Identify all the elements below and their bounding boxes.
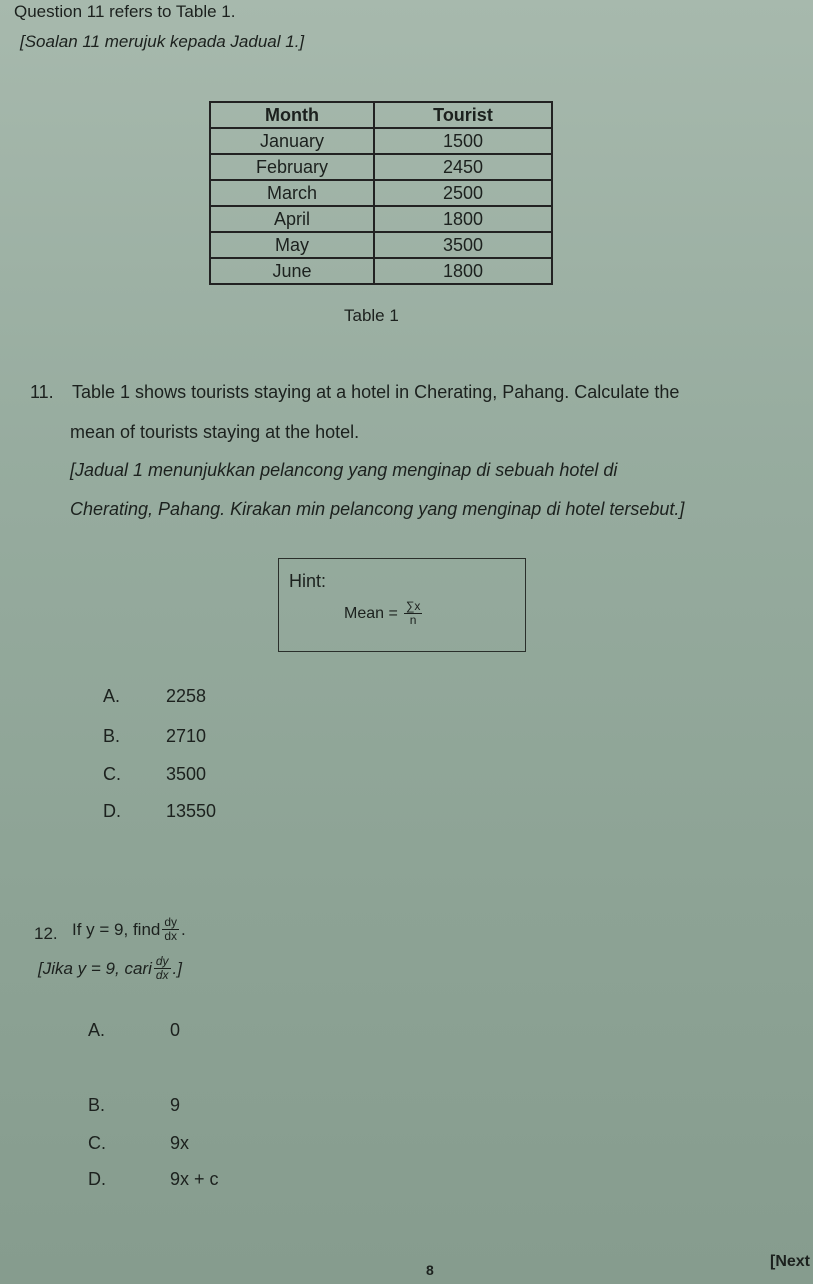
cell-month: February bbox=[210, 154, 374, 180]
q12-denominator: dx bbox=[164, 929, 178, 943]
cell-tourist: 1800 bbox=[374, 258, 552, 284]
q12-option-d-letter: D. bbox=[88, 1169, 106, 1189]
hint-title: Hint: bbox=[289, 571, 327, 591]
question-12-number: 12. bbox=[34, 924, 58, 943]
q11-option-a-letter: A. bbox=[103, 686, 121, 706]
question-11-text-line1: Table 1 shows tourists staying at a hotel in Cherating, Pahang. Calculate the bbox=[72, 382, 680, 402]
q12-ms-fraction bbox=[154, 955, 171, 982]
q12-ms-denominator: dx bbox=[155, 968, 169, 982]
table-row bbox=[210, 128, 552, 154]
hint-mean-label: Mean = bbox=[344, 604, 398, 622]
q11-option-a-value: 2258 bbox=[166, 686, 207, 706]
table-row bbox=[210, 206, 552, 232]
q11-option-d-value: 13550 bbox=[166, 801, 217, 821]
q12-option-c-letter: C. bbox=[88, 1133, 106, 1153]
table-row bbox=[210, 232, 552, 258]
question-11-malay-line1: [Jadual 1 menunjukkan pelancong yang menginap di sebuah hotel di bbox=[70, 460, 618, 480]
table-row bbox=[210, 180, 552, 206]
q12-ms-prefix: [Jika y = 9, cari bbox=[38, 958, 152, 978]
cell-tourist: 1800 bbox=[374, 206, 552, 232]
question-11-number: 11. bbox=[30, 382, 54, 402]
q12-ms-suffix: .] bbox=[172, 958, 182, 978]
question-11-malay-line2: Cherating, Pahang. Kirakan min pelancong yang menginap di hotel tersebut.] bbox=[70, 499, 685, 519]
cell-month: March bbox=[210, 180, 374, 206]
table-row bbox=[210, 258, 552, 284]
cell-tourist: 2500 bbox=[374, 180, 552, 206]
q12-option-c-value: 9x bbox=[170, 1133, 190, 1153]
cell-tourist: 1500 bbox=[374, 128, 552, 154]
q11-option-b-value: 2710 bbox=[166, 726, 207, 746]
column-header-tourist: Tourist bbox=[374, 102, 552, 128]
q11-option-c-letter: C. bbox=[103, 764, 121, 784]
next-page-label: [Next bbox=[770, 1253, 811, 1270]
cell-month: April bbox=[210, 206, 374, 232]
q12-option-a-letter: A. bbox=[88, 1020, 106, 1040]
q12-option-d-value: 9x + c bbox=[170, 1169, 219, 1189]
q11-option-b-letter: B. bbox=[103, 726, 121, 746]
cell-month: June bbox=[210, 258, 374, 284]
hint-numerator: ∑x bbox=[405, 599, 421, 613]
q12-prefix: If y = 9, find bbox=[72, 919, 161, 939]
cell-month: May bbox=[210, 232, 374, 258]
q12-numerator: dy bbox=[164, 915, 178, 929]
hint-formula bbox=[344, 600, 422, 627]
question-reference-malay: [Soalan 11 merujuk kepada Jadual 1.] bbox=[20, 32, 305, 51]
question-11-text-line2: mean of tourists staying at the hotel. bbox=[70, 422, 360, 442]
q12-option-b-letter: B. bbox=[88, 1095, 106, 1115]
hint-denominator: n bbox=[409, 613, 417, 627]
hint-fraction bbox=[404, 600, 423, 627]
q12-suffix: . bbox=[181, 919, 186, 939]
cell-tourist: 3500 bbox=[374, 232, 552, 258]
cell-tourist: 2450 bbox=[374, 154, 552, 180]
question-12-malay bbox=[38, 955, 182, 982]
cell-month: January bbox=[210, 128, 374, 154]
q12-option-a-value: 0 bbox=[170, 1020, 181, 1040]
table-row bbox=[210, 154, 552, 180]
q11-option-c-value: 3500 bbox=[166, 764, 207, 784]
q12-ms-numerator: dy bbox=[155, 954, 169, 968]
column-header-month: Month bbox=[210, 102, 374, 128]
question-reference: Question 11 refers to Table 1. bbox=[14, 2, 236, 21]
table-header-row bbox=[210, 102, 552, 128]
table-caption: Table 1 bbox=[344, 306, 399, 325]
question-12-text bbox=[72, 916, 186, 943]
page-number: 8 bbox=[426, 1262, 434, 1278]
tourist-table bbox=[209, 101, 553, 285]
q11-option-d-letter: D. bbox=[103, 801, 121, 821]
q12-option-b-value: 9 bbox=[170, 1095, 181, 1115]
q12-fraction bbox=[162, 916, 179, 943]
